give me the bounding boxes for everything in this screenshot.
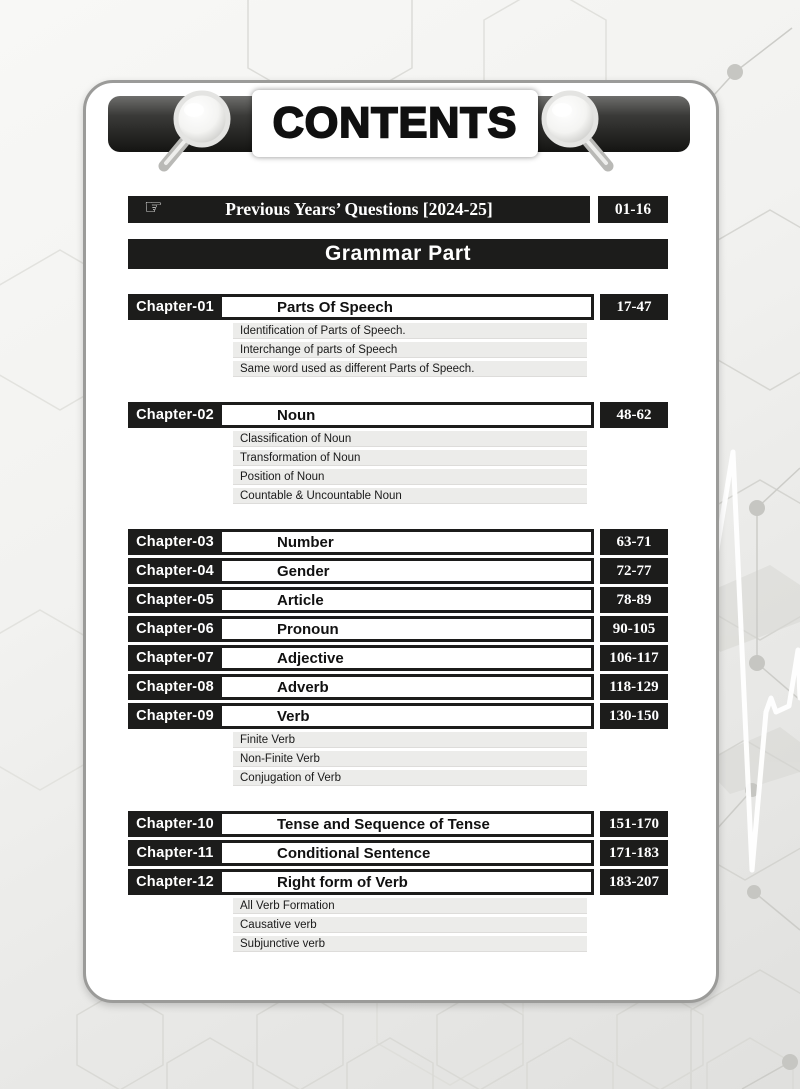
chapter-pages: 78-89 [600, 587, 668, 613]
chapter-title: Pronoun [222, 616, 594, 642]
chapter-title: Conditional Sentence [222, 840, 594, 866]
chapter-title: Adjective [222, 645, 594, 671]
chapter-topics [233, 431, 668, 504]
chapter-number: Chapter-04 [128, 558, 222, 584]
chapter-title: Parts Of Speech [222, 294, 594, 320]
topic-item: Finite Verb [233, 732, 587, 748]
chapter-block [128, 529, 668, 555]
chapter-block [128, 869, 668, 952]
chapter-number: Chapter-06 [128, 616, 222, 642]
chapter-pages: 17-47 [600, 294, 668, 320]
topic-item: Causative verb [233, 917, 587, 933]
chapter-topics [233, 323, 668, 377]
section-title: Grammar Part [324, 242, 472, 265]
chapter-title: Right form of Verb [222, 869, 594, 895]
contents-header [108, 96, 690, 152]
contents-body [86, 196, 716, 952]
topic-item: All Verb Formation [233, 898, 587, 914]
topic-item: Conjugation of Verb [233, 770, 587, 786]
chapter-topics [233, 732, 668, 786]
chapter-pages: 90-105 [600, 616, 668, 642]
chapter-topics [233, 898, 668, 952]
chapter-number: Chapter-03 [128, 529, 222, 555]
contents-card [83, 80, 719, 1003]
chapter-row [128, 811, 668, 837]
chapter-row [128, 529, 668, 555]
chapter-row [128, 645, 668, 671]
previous-years-label: Previous Years’ Questions [2024-25] [225, 199, 493, 219]
chapter-pages: 118-129 [600, 674, 668, 700]
topic-item: Countable & Uncountable Noun [233, 488, 587, 504]
chapter-row [128, 616, 668, 642]
chapter-block [128, 616, 668, 642]
chapter-title: Tense and Sequence of Tense [222, 811, 594, 837]
chapter-block [128, 294, 668, 377]
chapter-pages: 183-207 [600, 869, 668, 895]
chapter-number: Chapter-11 [128, 840, 222, 866]
chapter-title: Noun [222, 402, 594, 428]
chapter-row [128, 703, 668, 729]
section-title-bar [128, 239, 668, 269]
chapter-row [128, 869, 668, 895]
chapter-list [128, 294, 668, 952]
topic-item: Transformation of Noun [233, 450, 587, 466]
chapter-row [128, 294, 668, 320]
chapter-block [128, 587, 668, 613]
chapter-title: Adverb [222, 674, 594, 700]
previous-years-row [128, 196, 668, 223]
chapter-number: Chapter-10 [128, 811, 222, 837]
chapter-number: Chapter-01 [128, 294, 222, 320]
chapter-block [128, 645, 668, 671]
chapter-row [128, 558, 668, 584]
chapter-pages: 72-77 [600, 558, 668, 584]
chapter-pages: 63-71 [600, 529, 668, 555]
contents-title-box [252, 90, 538, 157]
chapter-block [128, 811, 668, 837]
page-title: CONTENTS [272, 99, 518, 147]
chapter-number: Chapter-12 [128, 869, 222, 895]
chapter-title: Verb [222, 703, 594, 729]
chapter-pages: 151-170 [600, 811, 668, 837]
magnifier-right-icon [546, 84, 646, 184]
chapter-block [128, 674, 668, 700]
chapter-row [128, 587, 668, 613]
chapter-pages: 106-117 [600, 645, 668, 671]
topic-item: Interchange of parts of Speech [233, 342, 587, 358]
chapter-pages: 130-150 [600, 703, 668, 729]
chapter-row [128, 402, 668, 428]
pointing-hand-icon: ☞ [144, 195, 163, 219]
chapter-number: Chapter-02 [128, 402, 222, 428]
chapter-number: Chapter-08 [128, 674, 222, 700]
chapter-pages: 48-62 [600, 402, 668, 428]
previous-years-bar [128, 196, 590, 223]
chapter-pages: 171-183 [600, 840, 668, 866]
magnifier-left-icon [156, 84, 256, 184]
topic-item: Same word used as different Parts of Speech. [233, 361, 587, 377]
chapter-title: Article [222, 587, 594, 613]
topic-item: Classification of Noun [233, 431, 587, 447]
chapter-number: Chapter-09 [128, 703, 222, 729]
topic-item: Subjunctive verb [233, 936, 587, 952]
chapter-block [128, 558, 668, 584]
chapter-number: Chapter-05 [128, 587, 222, 613]
chapter-block [128, 402, 668, 504]
chapter-title: Number [222, 529, 594, 555]
topic-item: Non-Finite Verb [233, 751, 587, 767]
chapter-block [128, 703, 668, 786]
chapter-block [128, 840, 668, 866]
topic-item: Identification of Parts of Speech. [233, 323, 587, 339]
previous-years-pages: 01-16 [598, 196, 668, 223]
chapter-title: Gender [222, 558, 594, 584]
topic-item: Position of Noun [233, 469, 587, 485]
chapter-row [128, 674, 668, 700]
chapter-row [128, 840, 668, 866]
chapter-number: Chapter-07 [128, 645, 222, 671]
